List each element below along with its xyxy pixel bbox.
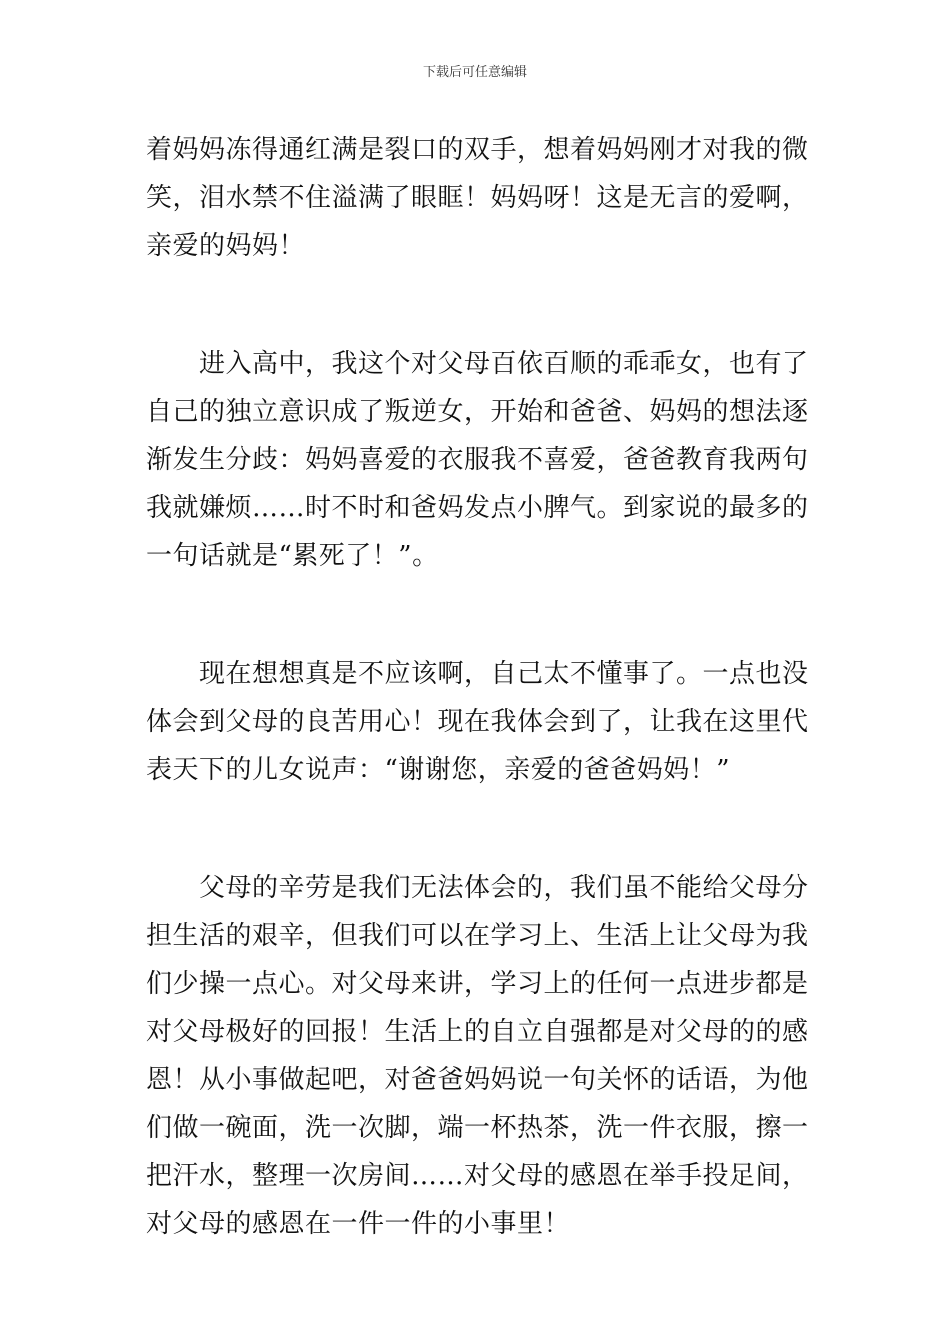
text-line: 恩！从小事做起吧，对爸爸妈妈说一句关怀的话语，为他 (146, 1065, 809, 1095)
page-header: 下载后可任意编辑 (422, 65, 527, 80)
text-line: 着妈妈冻得通红满是裂口的双手，想着妈妈刚才对我的微 (146, 135, 809, 165)
text-line: 们少操一点心。对父母来讲，学习上的任何一点进步都是 (146, 969, 809, 999)
paragraph-1 (146, 126, 812, 270)
text-line: 渐发生分歧：妈妈喜爱的衣服我不喜爱，爸爸教育我两句 (146, 445, 809, 475)
text-line: 对父母极好的回报！生活上的自立自强都是对父母的的感 (146, 1017, 809, 1047)
paragraph-spacer (146, 580, 812, 650)
paragraph-3 (146, 650, 812, 794)
paragraph-2 (146, 340, 812, 580)
text-line: 现在想想真是不应该啊，自己太不懂事了。一点也没 (146, 659, 809, 689)
text-line: 我就嫌烦……时不时和爸妈发点小脾气。到家说的最多的 (146, 493, 809, 523)
document-body (146, 126, 812, 1248)
text-line: 表天下的儿女说声：“谢谢您，亲爱的爸爸妈妈！” (146, 755, 731, 785)
text-line: 父母的辛劳是我们无法体会的，我们虽不能给父母分 (146, 873, 809, 903)
text-line: 进入高中，我这个对父母百依百顺的乖乖女，也有了 (146, 349, 809, 379)
text-line: 们做一碗面，洗一次脚，端一杯热茶，洗一件衣服，擦一 (146, 1113, 809, 1143)
text-line: 体会到父母的良苦用心！现在我体会到了，让我在这里代 (146, 707, 809, 737)
text-line: 一句话就是“累死了！”。 (146, 541, 439, 571)
paragraph-4 (146, 864, 812, 1248)
text-line: 把汗水，整理一次房间……对父母的感恩在举手投足间， (146, 1161, 809, 1191)
text-line: 笑，泪水禁不住溢满了眼眶！妈妈呀！这是无言的爱啊， (146, 183, 809, 213)
text-line: 对父母的感恩在一件一件的小事里！ (146, 1209, 571, 1239)
text-line: 亲爱的妈妈！ (146, 231, 306, 261)
text-line: 担生活的艰辛，但我们可以在学习上、生活上让父母为我 (146, 921, 809, 951)
paragraph-spacer (146, 794, 812, 864)
paragraph-spacer (146, 270, 812, 340)
text-line: 自己的独立意识成了叛逆女，开始和爸爸、妈妈的想法逐 (146, 397, 809, 427)
